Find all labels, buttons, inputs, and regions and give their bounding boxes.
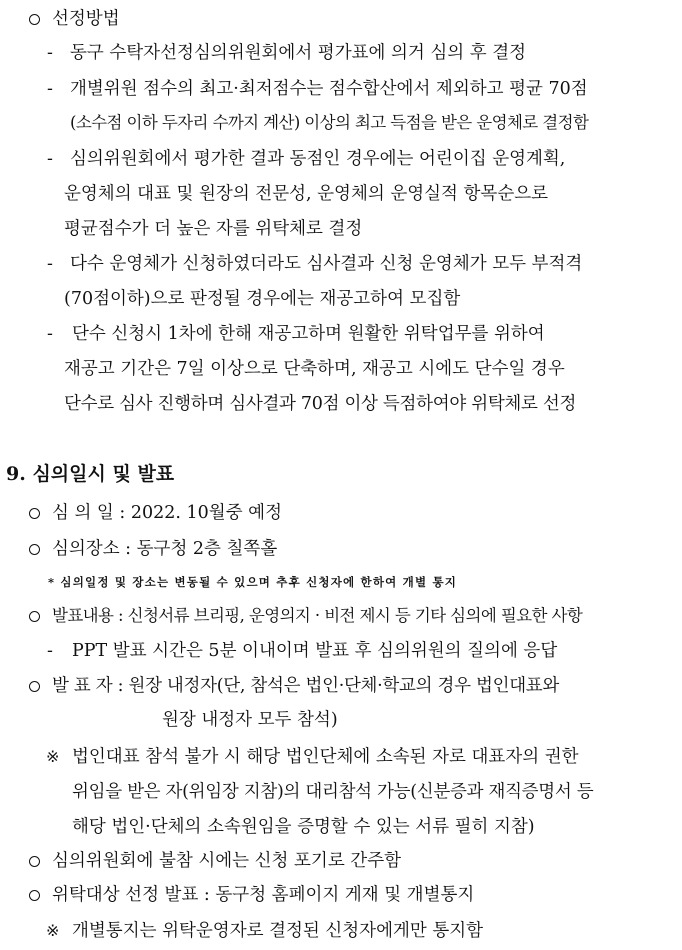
presenter-line-1: 발 표 자 : 원장 내정자(단, 참석은 법인·단체·학교의 경우 법인대표와	[52, 676, 560, 696]
section-heading-9: 9. 심의일시 및 발표	[6, 463, 175, 485]
selection-announcement: 위탁대상 선정 발표 : 동구청 홈페이지 게재 및 개별통지	[52, 885, 475, 905]
proxy-line-1: 법인대표 참석 불가 시 해당 법인단체에 소속된 자로 대표자의 권한	[72, 747, 579, 767]
dash-marker: -	[47, 641, 53, 661]
dash-marker: -	[47, 43, 53, 63]
dash-marker: -	[47, 324, 53, 344]
selection-item-5-line-1: 단수 신청시 1차에 한해 재공고하며 원활한 위탁업무를 위하여	[72, 324, 545, 344]
selection-item-5-line-2: 재공고 기간은 7일 이상으로 단축하며, 재공고 시에도 단수일 경우	[64, 359, 565, 379]
circle-bullet-icon	[29, 856, 40, 867]
individual-notice: 개별통지는 위탁운영자로 결정된 신청자에게만 통지함	[72, 921, 484, 941]
selection-item-2-line-1: 개별위원 점수의 최고·최저점수는 점수합산에서 제외하고 평균 70점	[70, 79, 588, 99]
dash-marker: -	[47, 254, 53, 274]
presenter-line-2: 원장 내정자 모두 참석)	[162, 710, 338, 730]
review-place: 심의장소 : 동구청 2층 칠쪽홀	[52, 539, 278, 559]
proxy-line-3: 해당 법인·단체의 소속원임을 증명할 수 있는 서류 필히 지참)	[72, 817, 535, 837]
circle-bullet-icon	[29, 681, 40, 692]
circle-bullet-icon	[29, 508, 40, 519]
dash-marker: -	[47, 79, 53, 99]
selection-item-3-line-1: 심의위원회에서 평가한 결과 동점인 경우에는 어린이집 운영계획,	[70, 149, 566, 169]
proxy-line-2: 위임을 받은 자(위임장 지참)의 대리참석 가능(신분증과 재직증명서 등	[72, 782, 594, 802]
schedule-change-note: * 심의일정 및 장소는 변동될 수 있으며 추후 신청자에 한하여 개별 통지	[48, 575, 458, 589]
circle-bullet-icon	[29, 544, 40, 555]
absence-notice: 심의위원회에 불참 시에는 신청 포기로 간주함	[52, 851, 402, 871]
selection-item-4-line-1: 다수 운영체가 신청하였더라도 심사결과 신청 운영체가 모두 부적격	[70, 254, 583, 274]
selection-item-1-line-1: 동구 수탁자선정심의위원회에서 평가표에 의거 심의 후 결정	[70, 43, 526, 63]
selection-item-2-line-2: (소수점 이하 두자리 수까지 계산) 이상의 최고 득점을 받은 운영체로 결정함	[70, 113, 589, 132]
reference-mark-icon: ※	[46, 921, 60, 940]
dash-marker: -	[47, 149, 53, 169]
circle-bullet-icon	[29, 14, 40, 25]
circle-bullet-icon	[29, 611, 40, 622]
section-title-selection: 선정방법	[52, 9, 120, 29]
selection-item-4-line-2: (70점이하)으로 판정될 경우에는 재공고하여 모집함	[64, 289, 461, 309]
selection-item-3-line-2: 운영체의 대표 및 원장의 전문성, 운영체의 운영실적 항목순으로	[64, 184, 549, 204]
presentation-time: PPT 발표 시간은 5분 이내이며 발표 후 심의위원의 질의에 응답	[72, 641, 558, 661]
selection-item-1	[70, 40, 660, 66]
selection-item-5-line-3: 단수로 심사 진행하며 심사결과 70점 이상 득점하여야 위탁체로 선정	[64, 394, 577, 414]
presentation-content: 발표내용 : 신청서류 브리핑, 운영의지 · 비전 제시 등 기타 심의에 필요한 사항	[52, 606, 583, 625]
review-date: 심 의 일 : 2022. 10월중 예정	[52, 503, 282, 523]
circle-bullet-icon	[29, 890, 40, 901]
reference-mark-icon: ※	[46, 747, 60, 766]
selection-item-3-line-3: 평균점수가 더 높은 자를 위탁체로 결정	[64, 219, 363, 239]
